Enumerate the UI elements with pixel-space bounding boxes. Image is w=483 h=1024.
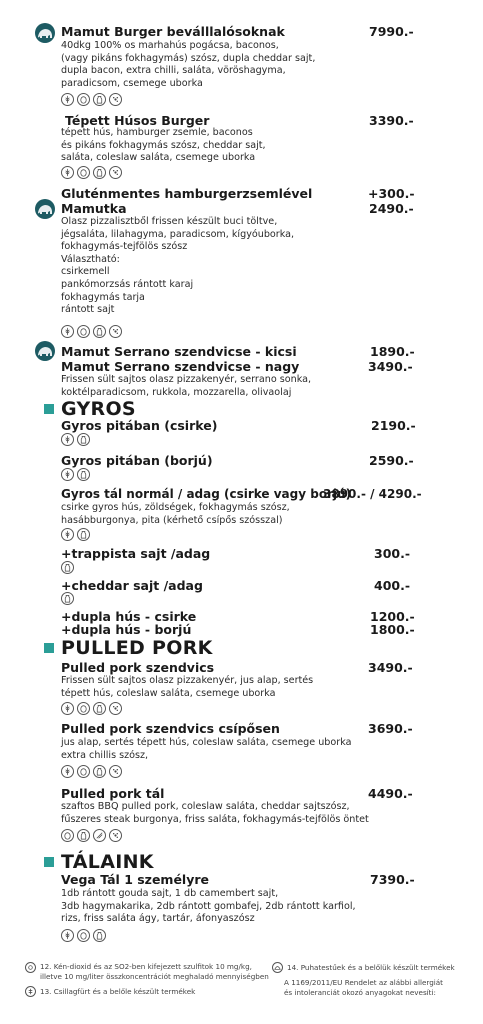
item-name: Gyros pitában (csirke) bbox=[61, 418, 218, 433]
section-marker bbox=[44, 643, 54, 653]
item-name: Gyros pitában (borjú) bbox=[61, 453, 213, 468]
item-price: 400.- bbox=[374, 578, 411, 593]
milk-icon bbox=[77, 468, 90, 481]
item-price: 4490.- bbox=[368, 786, 413, 801]
item-name: Gluténmentes hamburgerzsemlével bbox=[61, 186, 313, 201]
mollusc-icon bbox=[272, 962, 283, 973]
item-desc: tépett hús, hamburger zsemle, baconos és pikáns fokhagymás szósz, cheddar sajt, saláta, coleslaw saláta, csemege uborka bbox=[61, 127, 266, 164]
milk-icon bbox=[93, 166, 106, 179]
mamut-logo-icon bbox=[35, 199, 55, 219]
gluten-icon bbox=[61, 702, 74, 715]
item-name: +dupla hús - csirke bbox=[61, 609, 197, 624]
item-price: 3490.- bbox=[368, 660, 413, 675]
item-name: Tépett Húsos Burger bbox=[65, 113, 210, 128]
item-desc: csirke gyros hús, zöldségek, fokhagymás szósz, hasábburgonya, pita (kérhető csípős szósszal) bbox=[61, 502, 290, 526]
gluten-icon bbox=[61, 468, 74, 481]
item-price: 3690.- bbox=[368, 721, 413, 736]
mustard-icon bbox=[109, 829, 122, 842]
egg-icon bbox=[77, 702, 90, 715]
gluten-icon bbox=[61, 765, 74, 778]
milk-icon bbox=[77, 829, 90, 842]
milk-icon bbox=[93, 765, 106, 778]
item-price: 7390.- bbox=[370, 872, 415, 887]
mustard-icon bbox=[109, 765, 122, 778]
item-price: 7990.- bbox=[369, 24, 414, 39]
item-name: Pulled pork tál bbox=[61, 786, 165, 801]
item-desc: Olasz pizzalisztből frissen készült buci töltve, jégsaláta, lilahagyma, paradicsom, kígyóuborka, fokhagymás-tejfölös szósz Választható: csirkemell pankómorzsás rántott karaj fokhagymás tarja rántott sajt bbox=[61, 216, 295, 316]
item-desc: szaftos BBQ pulled pork, coleslaw saláta, cheddar sajtszósz, fűszeres steak burgonya, friss saláta, fokhagymás-tejfölös öntet bbox=[61, 801, 369, 825]
item-price: 3490.- bbox=[368, 359, 413, 374]
item-name: Mamut Serrano szendvicse - kicsi bbox=[61, 344, 297, 359]
item-name: +cheddar sajt /adag bbox=[61, 578, 203, 593]
mamut-logo-icon bbox=[35, 341, 55, 361]
item-name: Pulled pork szendvics csípősen bbox=[61, 721, 280, 736]
gluten-icon bbox=[61, 433, 74, 446]
egg-icon bbox=[77, 93, 90, 106]
gluten-icon bbox=[61, 929, 74, 942]
egg-icon bbox=[77, 166, 90, 179]
item-desc: 1db rántott gouda sajt, 1 db camembert sajt, 3db hagymakarika, 2db rántott gombafej, 2db rántott karfiol, rizs, friss saláta ágy, tartár, áfonyaszósz bbox=[61, 888, 356, 925]
mustard-icon bbox=[109, 325, 122, 338]
lupin-icon bbox=[25, 986, 36, 997]
milk-icon bbox=[61, 561, 74, 574]
item-price: 1890.- bbox=[370, 344, 415, 359]
item-price: 3890.- / 4290.- bbox=[323, 487, 422, 501]
section-title: GYROS bbox=[61, 398, 136, 420]
sulphite-icon bbox=[25, 962, 36, 973]
egg-icon bbox=[77, 929, 90, 942]
item-name: +trappista sajt /adag bbox=[61, 546, 211, 561]
gluten-icon bbox=[61, 325, 74, 338]
footnote-13: 13. Csillagfürt és a belőle készült termékek bbox=[40, 987, 196, 996]
milk-icon bbox=[93, 929, 106, 942]
celery-icon bbox=[93, 829, 106, 842]
section-marker bbox=[44, 404, 54, 414]
item-name: Mamut Serrano szendvicse - nagy bbox=[61, 359, 300, 374]
item-desc: 40dkg 100% os marhahús pogácsa, baconos, (vagy pikáns fokhagymás) szósz, dupla cheddar sajt, dupla bacon, extra chilli, saláta, vöröshagyma, paradicsom, csemege uborka bbox=[61, 40, 316, 89]
item-desc: Frissen sült sajtos olasz pizzakenyér, serrano sonka, koktélparadicsom, rukkola, mozzarella, olivaolaj bbox=[61, 374, 312, 398]
item-price: 2490.- bbox=[369, 201, 414, 216]
footnote-12: 12. Kén-dioxid és az SO2-ben kifejezett szulfitok 10 mg/kg, illetve 10 mg/liter összkoncentrációt meghaladó mennyiségben bbox=[40, 962, 269, 981]
gluten-icon bbox=[61, 93, 74, 106]
item-name: Vega Tál 1 személyre bbox=[61, 872, 210, 887]
section-marker bbox=[44, 857, 54, 867]
eu-regulation-note: A 1169/2011/EU Rendelet az alábbi allergiát és intoleranciát okozó anyagokat nevesíti: bbox=[284, 978, 443, 997]
milk-icon bbox=[61, 592, 74, 605]
footnote-14: 14. Puhatestűek és a belőlük készült termékek bbox=[287, 963, 455, 972]
item-name: Mamut Burger beválllalósoknak bbox=[61, 24, 285, 39]
mustard-icon bbox=[109, 166, 122, 179]
item-price: 300.- bbox=[374, 546, 411, 561]
egg-icon bbox=[77, 765, 90, 778]
milk-icon bbox=[93, 325, 106, 338]
item-name: Gyros tál normál / adag (csirke vagy borjú) bbox=[61, 487, 352, 501]
section-title: TÁLAINK bbox=[61, 851, 154, 873]
milk-icon bbox=[93, 93, 106, 106]
gluten-icon bbox=[61, 528, 74, 541]
item-price: 1800.- bbox=[370, 622, 415, 637]
mustard-icon bbox=[109, 702, 122, 715]
item-desc: Frissen sült sajtos olasz pizzakenyér, jus alap, sertés tépett hús, coleslaw saláta, csemege uborka bbox=[61, 675, 314, 699]
mustard-icon bbox=[109, 93, 122, 106]
milk-icon bbox=[93, 702, 106, 715]
gluten-icon bbox=[61, 166, 74, 179]
item-price: 1200.- bbox=[370, 609, 415, 624]
item-name: +dupla hús - borjú bbox=[61, 622, 192, 637]
item-name: Pulled pork szendvics bbox=[61, 660, 215, 675]
item-price: 2590.- bbox=[369, 453, 414, 468]
egg-icon bbox=[61, 829, 74, 842]
milk-icon bbox=[77, 433, 90, 446]
section-title: PULLED PORK bbox=[61, 637, 213, 659]
mamut-logo-icon bbox=[35, 23, 55, 43]
item-price: 3390.- bbox=[369, 113, 414, 128]
egg-icon bbox=[77, 325, 90, 338]
item-price: 2190.- bbox=[371, 418, 416, 433]
item-desc: jus alap, sertés tépett hús, coleslaw saláta, csemege uborka extra chillis szósz, bbox=[61, 737, 352, 761]
item-name: Mamutka bbox=[61, 201, 127, 216]
item-price: +300.- bbox=[368, 186, 415, 201]
milk-icon bbox=[77, 528, 90, 541]
